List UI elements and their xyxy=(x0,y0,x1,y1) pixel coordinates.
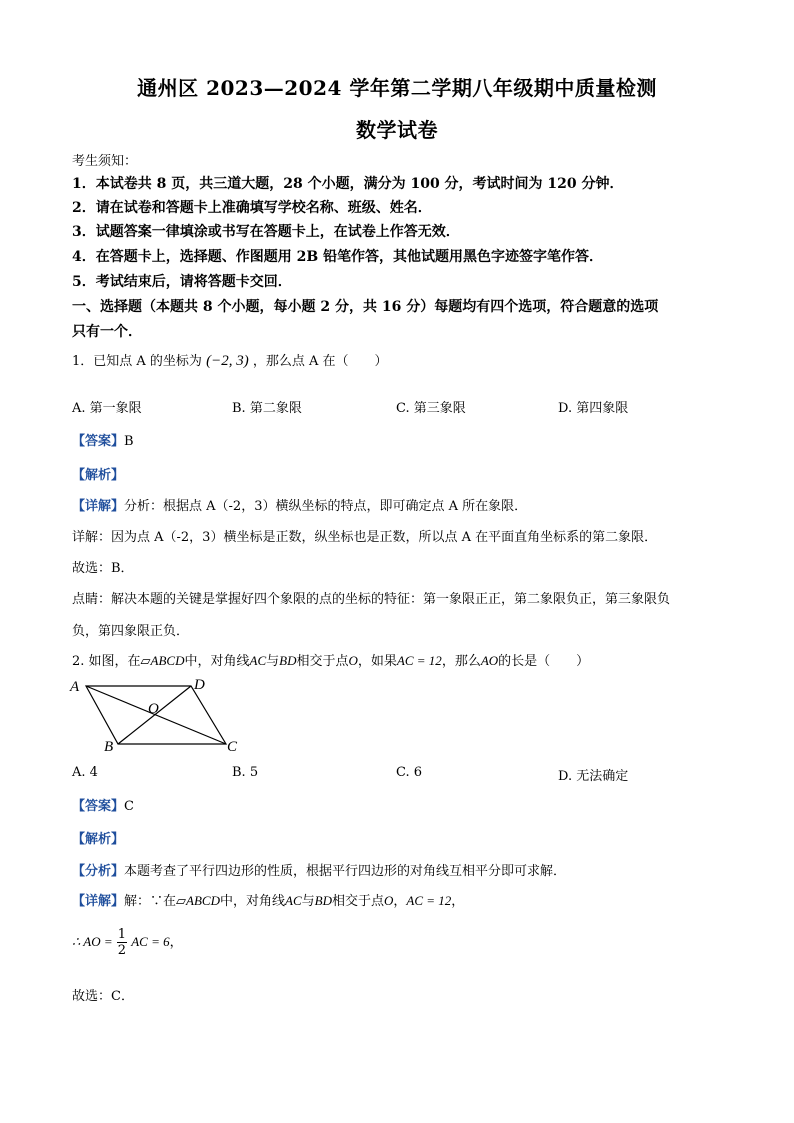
q2-text: 与 xyxy=(266,654,280,669)
derivation-lhs: ∴ AO = xyxy=(72,934,113,949)
one-half-fraction xyxy=(117,928,127,957)
q2-text: ，如果 xyxy=(357,654,397,669)
q1-tip-cont: 负，第四象限正负． xyxy=(72,624,190,639)
q1-option-c: C. 第三象限 xyxy=(396,401,466,416)
detail-text: 与 xyxy=(301,894,315,909)
q2-option-d: D. 无法确定 xyxy=(558,769,629,784)
answer-value: B xyxy=(124,434,134,449)
q2-option-b: B. 5 xyxy=(232,765,259,780)
q1-option-d: D. 第四象限 xyxy=(558,401,629,416)
q1-tip: 点睛：解决本题的关键是掌握好四个象限的点的坐标的特征：第一象限正正，第二象限负正，第三象限负 xyxy=(72,592,671,607)
detail-text: 分析：根据点 A（-2，3）横纵坐标的特点，即可确定点 A 所在象限． xyxy=(124,499,528,514)
analysis-tag: 【解析】 xyxy=(72,832,125,847)
question-1-stem xyxy=(72,350,388,370)
q1-explain: 详解：因为点 A（-2，3）横坐标是正数，纵坐标也是正数，所以点 A 在平面直角坐标系的第二象限． xyxy=(72,530,658,545)
q2-text: 相交于点 xyxy=(296,654,349,669)
label-c: C xyxy=(227,739,238,755)
detail-tag: 【详解】 xyxy=(72,499,125,514)
notice-item: 2．请在试卷和答题卡上准确填写学校名称、班级、姓名． xyxy=(72,200,432,216)
detail-ac: AC xyxy=(285,893,302,908)
detail-text: 解：∵在 xyxy=(124,894,177,909)
section-heading-cont: 只有一个． xyxy=(72,324,142,340)
derivation-comma: ， xyxy=(169,935,183,950)
q2-option-c: C. 6 xyxy=(396,765,423,780)
detail-bd: BD xyxy=(314,893,332,908)
answer-tag: 【答案】 xyxy=(72,434,125,449)
q2-choose: 故选：C． xyxy=(72,989,134,1004)
answer-tag: 【答案】 xyxy=(72,799,125,814)
analysis-tag: 【解析】 xyxy=(72,468,125,483)
fraction-denominator: 2 xyxy=(117,943,127,958)
notice-item: 5．考试结束后，请将答题卡交回． xyxy=(72,274,292,290)
q1-analysis-tag xyxy=(72,464,124,483)
q2-ac: AC xyxy=(249,653,267,668)
q2-ao: AO xyxy=(480,653,499,668)
q2-fenxi xyxy=(72,860,566,879)
q1-detail xyxy=(72,495,527,514)
q2-answer xyxy=(72,795,134,814)
q2-detail xyxy=(72,890,464,909)
fraction-numerator: 1 xyxy=(117,927,127,942)
q1-prefix: 1．已知点 A 的坐标为 xyxy=(72,354,202,369)
fenxi-text: 本题考查了平行四边形的性质，根据平行四边形的对角线互相平分即可求解． xyxy=(124,864,567,879)
detail-parallelogram: ▱ABCD xyxy=(176,893,220,908)
label-o: O xyxy=(148,701,159,717)
parallelogram-figure xyxy=(66,672,256,758)
derivation-rhs: AC = 6 xyxy=(131,934,170,949)
q2-text: 2. 如图，在 xyxy=(72,654,141,669)
q1-option-b: B. 第二象限 xyxy=(232,401,302,416)
q2-o: O xyxy=(348,653,358,668)
detail-text: 中，对角线 xyxy=(219,894,285,909)
label-d: D xyxy=(194,677,205,693)
notice-heading: 考生须知： xyxy=(72,154,138,169)
notice-item: 4．在答题卡上，选择题、作图题用 2B 铅笔作答，其他试题用黑色字迹签字笔作答． xyxy=(72,249,604,265)
detail-text: ， xyxy=(451,894,465,909)
answer-value: C xyxy=(124,799,134,814)
detail-o: O xyxy=(384,893,394,908)
q1-coordinate: (−2, 3) xyxy=(206,353,249,369)
notice-item: 3．试题答案一律填涂或书写在答题卡上，在试卷上作答无效． xyxy=(72,224,460,240)
q2-text: 的长是（ ） xyxy=(498,654,590,669)
q1-option-a: A. 第一象限 xyxy=(72,401,142,416)
detail-tag: 【详解】 xyxy=(72,894,125,909)
page-subtitle: 数学试卷 xyxy=(356,118,438,142)
question-2-stem xyxy=(72,650,589,669)
detail-text: 相交于点 xyxy=(331,894,384,909)
detail-text: ， xyxy=(393,894,407,909)
q1-choose: 故选：B． xyxy=(72,561,134,576)
q2-equation: AC = 12 xyxy=(396,653,442,668)
page-title: 通州区 2023—2024 学年第二学期八年级期中质量检测 xyxy=(137,76,657,100)
detail-equation: AC = 12 xyxy=(406,893,452,908)
fenxi-tag: 【分析】 xyxy=(72,864,125,879)
q2-derivation xyxy=(72,928,183,957)
q2-parallelogram: ▱ABCD xyxy=(140,653,185,668)
q2-bd: BD xyxy=(279,653,297,668)
q2-text: ，那么 xyxy=(441,654,481,669)
label-a: A xyxy=(70,679,80,695)
q2-text: 中，对角线 xyxy=(184,654,250,669)
q2-analysis-tag xyxy=(72,828,124,847)
section-heading: 一、选择题（本题共 8 个小题，每小题 2 分，共 16 分）每题均有四个选项，符合题意的选项 xyxy=(72,299,659,315)
notice-item: 1．本试卷共 8 页，共三道大题，28 个小题，满分为 100 分，考试时间为 120 分钟． xyxy=(72,176,624,192)
q1-suffix: ，那么点 A 在（ ） xyxy=(252,354,388,369)
label-b: B xyxy=(104,739,114,755)
q1-answer xyxy=(72,430,134,449)
q2-option-a: A. 4 xyxy=(72,765,98,780)
